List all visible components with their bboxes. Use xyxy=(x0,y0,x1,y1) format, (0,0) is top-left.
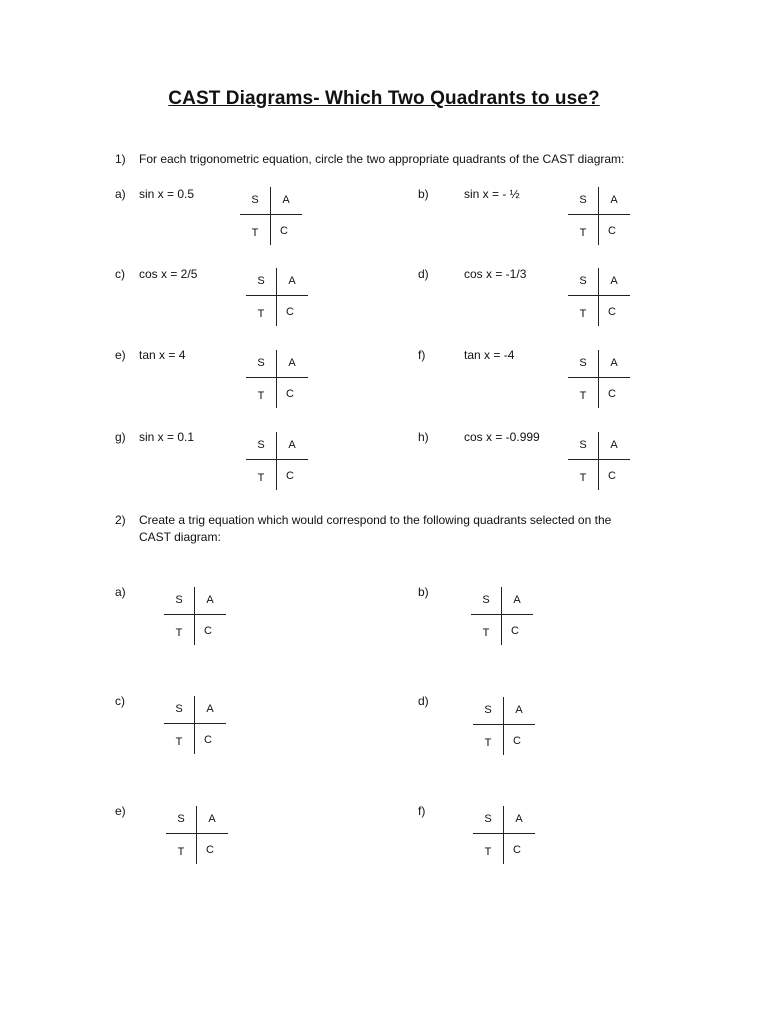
cast-horizontal-axis xyxy=(473,724,535,725)
quadrant-c[interactable]: C xyxy=(608,388,616,400)
quadrant-c[interactable]: C xyxy=(513,735,521,747)
cast-diagram[interactable] xyxy=(164,587,226,645)
q1-number: 1) xyxy=(115,152,126,166)
q1-item-label: g) xyxy=(115,430,126,444)
q2-item-label: a) xyxy=(115,585,126,599)
quadrant-a[interactable]: A xyxy=(288,275,296,287)
cast-horizontal-axis xyxy=(164,614,226,615)
cast-diagram[interactable] xyxy=(471,587,533,645)
q1-instruction: For each trigonometric equation, circle the two appropriate quadrants of the CAST diagram: xyxy=(139,152,625,166)
quadrant-s[interactable]: S xyxy=(484,813,492,825)
quadrant-s[interactable]: S xyxy=(257,275,265,287)
cast-vertical-axis xyxy=(503,697,504,755)
cast-diagram[interactable] xyxy=(164,696,226,754)
quadrant-s[interactable]: S xyxy=(579,194,587,206)
cast-horizontal-axis xyxy=(166,833,228,834)
cast-horizontal-axis xyxy=(240,214,302,215)
cast-diagram[interactable] xyxy=(246,268,308,326)
quadrant-a[interactable]: A xyxy=(515,813,523,825)
quadrant-a[interactable]: A xyxy=(288,357,296,369)
quadrant-a[interactable]: A xyxy=(288,439,296,451)
quadrant-s[interactable]: S xyxy=(257,357,265,369)
q2-number: 2) xyxy=(115,513,126,527)
q1-item-equation: cos x = 2/5 xyxy=(139,267,198,281)
quadrant-c[interactable]: C xyxy=(286,306,294,318)
quadrant-t[interactable]: T xyxy=(177,846,185,858)
q1-item-label: b) xyxy=(418,187,429,201)
quadrant-a[interactable]: A xyxy=(206,703,214,715)
quadrant-t[interactable]: T xyxy=(579,308,587,320)
cast-vertical-axis xyxy=(270,187,271,245)
quadrant-c[interactable]: C xyxy=(286,470,294,482)
cast-horizontal-axis xyxy=(471,614,533,615)
quadrant-s[interactable]: S xyxy=(175,594,183,606)
cast-vertical-axis xyxy=(598,432,599,490)
q2-item-label: d) xyxy=(418,694,429,708)
q1-item-label: h) xyxy=(418,430,429,444)
quadrant-c[interactable]: C xyxy=(511,625,519,637)
quadrant-s[interactable]: S xyxy=(484,704,492,716)
cast-diagram[interactable] xyxy=(240,187,302,245)
cast-vertical-axis xyxy=(598,350,599,408)
cast-vertical-axis xyxy=(276,350,277,408)
cast-vertical-axis xyxy=(501,587,502,645)
quadrant-c[interactable]: C xyxy=(204,625,212,637)
cast-horizontal-axis xyxy=(568,295,630,296)
quadrant-t[interactable]: T xyxy=(482,627,490,639)
quadrant-c[interactable]: C xyxy=(206,844,214,856)
quadrant-t[interactable]: T xyxy=(257,308,265,320)
cast-diagram[interactable] xyxy=(473,697,535,755)
cast-diagram[interactable] xyxy=(246,432,308,490)
quadrant-a[interactable]: A xyxy=(610,439,618,451)
quadrant-t[interactable]: T xyxy=(257,390,265,402)
q1-item-equation: tan x = 4 xyxy=(139,348,186,362)
quadrant-a[interactable]: A xyxy=(206,594,214,606)
cast-diagram[interactable] xyxy=(568,350,630,408)
cast-diagram[interactable] xyxy=(568,268,630,326)
cast-horizontal-axis xyxy=(568,377,630,378)
cast-horizontal-axis xyxy=(246,295,308,296)
quadrant-a[interactable]: A xyxy=(610,357,618,369)
worksheet-title: CAST Diagrams- Which Two Quadrants to use? xyxy=(168,88,600,109)
cast-diagram[interactable] xyxy=(568,432,630,490)
quadrant-s[interactable]: S xyxy=(251,194,259,206)
quadrant-c[interactable]: C xyxy=(280,225,288,237)
q2-instruction-line: CAST diagram: xyxy=(139,530,221,544)
q1-item-equation: cos x = -1/3 xyxy=(464,267,527,281)
quadrant-a[interactable]: A xyxy=(282,194,290,206)
quadrant-t[interactable]: T xyxy=(257,472,265,484)
quadrant-t[interactable]: T xyxy=(484,846,492,858)
q1-item-label: a) xyxy=(115,187,126,201)
q2-item-label: c) xyxy=(115,694,125,708)
quadrant-s[interactable]: S xyxy=(579,357,587,369)
q1-item-equation: tan x = -4 xyxy=(464,348,515,362)
cast-horizontal-axis xyxy=(246,377,308,378)
cast-horizontal-axis xyxy=(164,723,226,724)
quadrant-a[interactable]: A xyxy=(513,594,521,606)
quadrant-s[interactable]: S xyxy=(482,594,490,606)
quadrant-c[interactable]: C xyxy=(608,225,616,237)
quadrant-c[interactable]: C xyxy=(608,470,616,482)
cast-diagram[interactable] xyxy=(246,350,308,408)
q1-item-label: c) xyxy=(115,267,125,281)
quadrant-t[interactable]: T xyxy=(579,390,587,402)
quadrant-a[interactable]: A xyxy=(610,275,618,287)
quadrant-t[interactable]: T xyxy=(251,227,259,239)
q2-item-label: b) xyxy=(418,585,429,599)
q1-item-label: e) xyxy=(115,348,126,362)
q2-item-label: e) xyxy=(115,804,126,818)
q2-instruction-line: Create a trig equation which would correspond to the following quadrants selected on the xyxy=(139,513,612,527)
q1-item-label: f) xyxy=(418,348,426,362)
cast-vertical-axis xyxy=(503,806,504,864)
quadrant-t[interactable]: T xyxy=(175,736,183,748)
quadrant-c[interactable]: C xyxy=(286,388,294,400)
cast-vertical-axis xyxy=(196,806,197,864)
cast-diagram[interactable] xyxy=(473,806,535,864)
cast-diagram[interactable] xyxy=(568,187,630,245)
quadrant-t[interactable]: T xyxy=(579,472,587,484)
cast-horizontal-axis xyxy=(473,833,535,834)
q1-item-equation: sin x = 0.1 xyxy=(139,430,195,444)
q2-item-label: f) xyxy=(418,804,426,818)
quadrant-c[interactable]: C xyxy=(608,306,616,318)
q1-item-equation: sin x = - ½ xyxy=(464,187,520,201)
q1-item-equation: sin x = 0.5 xyxy=(139,187,195,201)
q2-instruction xyxy=(139,512,611,546)
quadrant-a[interactable]: A xyxy=(515,704,523,716)
cast-horizontal-axis xyxy=(568,214,630,215)
quadrant-s[interactable]: S xyxy=(177,813,185,825)
cast-vertical-axis xyxy=(598,187,599,245)
quadrant-t[interactable]: T xyxy=(484,737,492,749)
cast-vertical-axis xyxy=(276,432,277,490)
quadrant-s[interactable]: S xyxy=(257,439,265,451)
cast-vertical-axis xyxy=(598,268,599,326)
quadrant-a[interactable]: A xyxy=(610,194,618,206)
cast-horizontal-axis xyxy=(568,459,630,460)
quadrant-a[interactable]: A xyxy=(208,813,216,825)
cast-horizontal-axis xyxy=(246,459,308,460)
cast-diagram[interactable] xyxy=(166,806,228,864)
quadrant-s[interactable]: S xyxy=(175,703,183,715)
quadrant-t[interactable]: T xyxy=(175,627,183,639)
q1-item-label: d) xyxy=(418,267,429,281)
quadrant-c[interactable]: C xyxy=(513,844,521,856)
q1-item-equation: cos x = -0.999 xyxy=(464,430,540,444)
cast-vertical-axis xyxy=(276,268,277,326)
quadrant-c[interactable]: C xyxy=(204,734,212,746)
quadrant-s[interactable]: S xyxy=(579,439,587,451)
cast-vertical-axis xyxy=(194,696,195,754)
cast-vertical-axis xyxy=(194,587,195,645)
quadrant-t[interactable]: T xyxy=(579,227,587,239)
quadrant-s[interactable]: S xyxy=(579,275,587,287)
